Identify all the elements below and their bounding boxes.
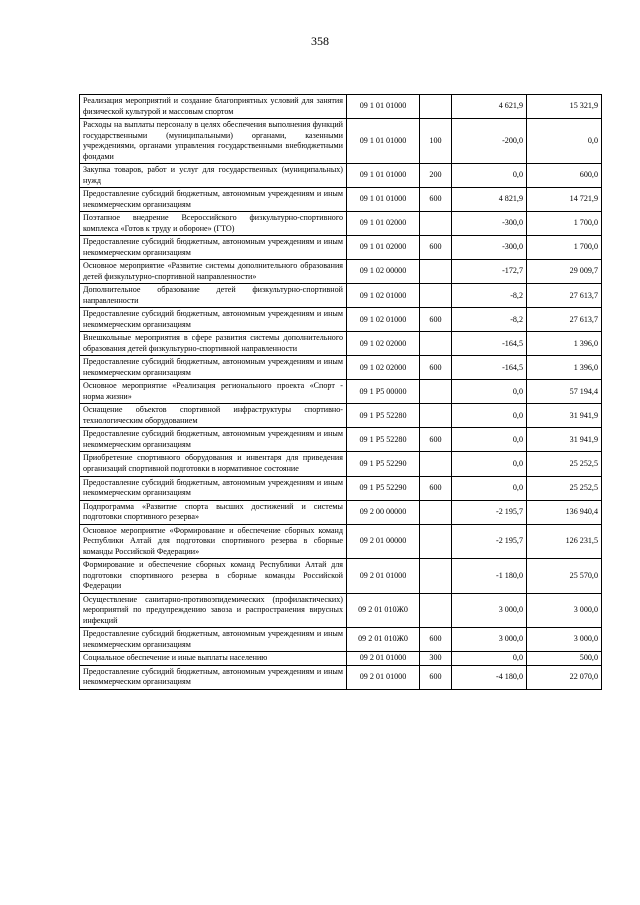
total-amount-cell: 27 613,7	[527, 284, 602, 308]
change-amount-cell: -164,5	[452, 332, 527, 356]
change-amount-cell: 0,0	[452, 164, 527, 188]
change-amount-cell: 0,0	[452, 652, 527, 666]
target-code-cell: 09 2 01 01000	[347, 559, 420, 594]
expense-type-cell: 300	[420, 652, 452, 666]
expense-type-cell: 600	[420, 665, 452, 689]
budget-table	[79, 94, 602, 690]
table-row	[80, 380, 602, 404]
target-code-cell: 09 2 01 01000	[347, 665, 420, 689]
change-amount-cell: 0,0	[452, 404, 527, 428]
expense-type-cell: 600	[420, 308, 452, 332]
table-row	[80, 500, 602, 524]
expense-type-cell	[420, 284, 452, 308]
expense-type-cell: 200	[420, 164, 452, 188]
target-code-cell: 09 1 01 01000	[347, 119, 420, 164]
table-row	[80, 404, 602, 428]
expense-name-cell: Предоставление субсидий бюджетным, автономным учреждениям и иным некоммерческим организациям	[80, 665, 347, 689]
expense-name-cell: Основное мероприятие «Развитие системы дополнительного образования детей физкультурно-спортивной направленности»	[80, 260, 347, 284]
change-amount-cell: -8,2	[452, 308, 527, 332]
change-amount-cell: -8,2	[452, 284, 527, 308]
expense-type-cell	[420, 260, 452, 284]
table-row	[80, 332, 602, 356]
table-row	[80, 452, 602, 476]
table-row	[80, 356, 602, 380]
table-row	[80, 95, 602, 119]
expense-name-cell: Предоставление субсидий бюджетным, автономным учреждениям и иным некоммерческим организациям	[80, 628, 347, 652]
total-amount-cell: 126 231,5	[527, 524, 602, 559]
table-row	[80, 308, 602, 332]
change-amount-cell: 0,0	[452, 428, 527, 452]
expense-type-cell	[420, 404, 452, 428]
total-amount-cell: 1 700,0	[527, 236, 602, 260]
total-amount-cell: 500,0	[527, 652, 602, 666]
expense-type-cell	[420, 380, 452, 404]
target-code-cell: 09 1 02 02000	[347, 332, 420, 356]
change-amount-cell: 3 000,0	[452, 628, 527, 652]
target-code-cell: 09 1 01 01000	[347, 164, 420, 188]
budget-table-body	[80, 95, 602, 690]
expense-name-cell: Приобретение спортивного оборудования и инвентаря для приведения организаций спортивной подготовки в нормативное состояние	[80, 452, 347, 476]
table-row	[80, 593, 602, 628]
expense-name-cell: Внешкольные мероприятия в сфере развития системы дополнительного образования детей физкультурно-спортивной направленности	[80, 332, 347, 356]
table-row	[80, 476, 602, 500]
table-row	[80, 628, 602, 652]
change-amount-cell: 4 821,9	[452, 188, 527, 212]
change-amount-cell: -4 180,0	[452, 665, 527, 689]
total-amount-cell: 3 000,0	[527, 628, 602, 652]
target-code-cell: 09 2 01 01000	[347, 652, 420, 666]
table-row	[80, 284, 602, 308]
expense-name-cell: Подпрограмма «Развитие спорта высших достижений и системы подготовки спортивного резерва»	[80, 500, 347, 524]
target-code-cell: 09 2 01 010Ж0	[347, 593, 420, 628]
expense-type-cell: 600	[420, 188, 452, 212]
expense-name-cell: Предоставление субсидий бюджетным, автономным учреждениям и иным некоммерческим организациям	[80, 236, 347, 260]
expense-type-cell: 600	[420, 428, 452, 452]
target-code-cell: 09 1 01 01000	[347, 95, 420, 119]
total-amount-cell: 600,0	[527, 164, 602, 188]
expense-type-cell	[420, 212, 452, 236]
change-amount-cell: -2 195,7	[452, 500, 527, 524]
target-code-cell: 09 1 P5 00000	[347, 380, 420, 404]
target-code-cell: 09 2 01 010Ж0	[347, 628, 420, 652]
target-code-cell: 09 2 01 00000	[347, 524, 420, 559]
total-amount-cell: 15 321,9	[527, 95, 602, 119]
table-row	[80, 164, 602, 188]
expense-type-cell: 600	[420, 628, 452, 652]
expense-type-cell: 600	[420, 476, 452, 500]
expense-name-cell: Основное мероприятие «Реализация регионального проекта «Спорт - норма жизни»	[80, 380, 347, 404]
target-code-cell: 09 1 01 02000	[347, 212, 420, 236]
expense-type-cell: 100	[420, 119, 452, 164]
change-amount-cell: -300,0	[452, 212, 527, 236]
table-row	[80, 188, 602, 212]
expense-name-cell: Осуществление санитарно-противоэпидемических (профилактических) мероприятий по предупреждению завоза и распространения вирусных инфекций	[80, 593, 347, 628]
change-amount-cell: 4 621,9	[452, 95, 527, 119]
expense-type-cell	[420, 524, 452, 559]
change-amount-cell: 0,0	[452, 452, 527, 476]
expense-name-cell: Реализация мероприятий и создание благоприятных условий для занятия физической культурой и массовым спортом	[80, 95, 347, 119]
target-code-cell: 09 1 P5 52280	[347, 404, 420, 428]
target-code-cell: 09 1 02 02000	[347, 356, 420, 380]
total-amount-cell: 14 721,9	[527, 188, 602, 212]
change-amount-cell: -2 195,7	[452, 524, 527, 559]
expense-name-cell: Предоставление субсидий бюджетным, автономным учреждениям и иным некоммерческим организациям	[80, 428, 347, 452]
target-code-cell: 09 1 P5 52290	[347, 476, 420, 500]
total-amount-cell: 1 700,0	[527, 212, 602, 236]
change-amount-cell: 0,0	[452, 380, 527, 404]
expense-type-cell	[420, 593, 452, 628]
expense-name-cell: Предоставление субсидий бюджетным, автономным учреждениям и иным некоммерческим организациям	[80, 188, 347, 212]
expense-name-cell: Дополнительное образование детей физкультурно-спортивной направленности	[80, 284, 347, 308]
table-row	[80, 652, 602, 666]
change-amount-cell: -1 180,0	[452, 559, 527, 594]
expense-type-cell: 600	[420, 236, 452, 260]
expense-name-cell: Социальное обеспечение и иные выплаты населению	[80, 652, 347, 666]
expense-type-cell	[420, 559, 452, 594]
change-amount-cell: 3 000,0	[452, 593, 527, 628]
table-row	[80, 260, 602, 284]
total-amount-cell: 27 613,7	[527, 308, 602, 332]
expense-type-cell	[420, 500, 452, 524]
total-amount-cell: 1 396,0	[527, 356, 602, 380]
expense-type-cell	[420, 452, 452, 476]
target-code-cell: 09 1 02 00000	[347, 260, 420, 284]
target-code-cell: 09 1 02 01000	[347, 308, 420, 332]
total-amount-cell: 29 009,7	[527, 260, 602, 284]
total-amount-cell: 136 940,4	[527, 500, 602, 524]
expense-type-cell	[420, 95, 452, 119]
table-row	[80, 665, 602, 689]
target-code-cell: 09 2 00 00000	[347, 500, 420, 524]
total-amount-cell: 57 194,4	[527, 380, 602, 404]
target-code-cell: 09 1 P5 52290	[347, 452, 420, 476]
table-row	[80, 212, 602, 236]
expense-name-cell: Основное мероприятие «Формирование и обеспечение сборных команд Республики Алтай для подготовки спортивного резерва в сборные команды Российской Федерации»	[80, 524, 347, 559]
total-amount-cell: 25 570,0	[527, 559, 602, 594]
total-amount-cell: 25 252,5	[527, 476, 602, 500]
table-row	[80, 524, 602, 559]
total-amount-cell: 3 000,0	[527, 593, 602, 628]
total-amount-cell: 25 252,5	[527, 452, 602, 476]
expense-name-cell: Закупка товаров, работ и услуг для государственных (муниципальных) нужд	[80, 164, 347, 188]
change-amount-cell: -164,5	[452, 356, 527, 380]
total-amount-cell: 0,0	[527, 119, 602, 164]
expense-name-cell: Предоставление субсидий бюджетным, автономным учреждениям и иным некоммерческим организациям	[80, 308, 347, 332]
expense-name-cell: Оснащение объектов спортивной инфраструктуры спортивно-технологическим оборудованием	[80, 404, 347, 428]
target-code-cell: 09 1 02 01000	[347, 284, 420, 308]
total-amount-cell: 31 941,9	[527, 404, 602, 428]
expense-name-cell: Поэтапное внедрение Всероссийского физкультурно-спортивного комплекса «Готов к труду и обороне» (ГТО)	[80, 212, 347, 236]
table-row	[80, 119, 602, 164]
expense-name-cell: Расходы на выплаты персоналу в целях обеспечения выполнения функций государственными (муниципальными) органами, казенными учреждениями, органами управления государственными внебюджетными фондами	[80, 119, 347, 164]
change-amount-cell: -172,7	[452, 260, 527, 284]
target-code-cell: 09 1 P5 52280	[347, 428, 420, 452]
target-code-cell: 09 1 01 02000	[347, 236, 420, 260]
expense-name-cell: Предоставление субсидий бюджетным, автономным учреждениям и иным некоммерческим организациям	[80, 356, 347, 380]
page-number: 358	[311, 34, 329, 48]
change-amount-cell: -200,0	[452, 119, 527, 164]
target-code-cell: 09 1 01 01000	[347, 188, 420, 212]
change-amount-cell: 0,0	[452, 476, 527, 500]
total-amount-cell: 22 070,0	[527, 665, 602, 689]
expense-type-cell: 600	[420, 356, 452, 380]
expense-type-cell	[420, 332, 452, 356]
expense-name-cell: Предоставление субсидий бюджетным, автономным учреждениям и иным некоммерческим организациям	[80, 476, 347, 500]
table-row	[80, 559, 602, 594]
table-row	[80, 236, 602, 260]
table-row	[80, 428, 602, 452]
total-amount-cell: 1 396,0	[527, 332, 602, 356]
expense-name-cell: Формирование и обеспечение сборных команд Республики Алтай для подготовки спортивного резерва в сборные команды Российской Федерации	[80, 559, 347, 594]
change-amount-cell: -300,0	[452, 236, 527, 260]
total-amount-cell: 31 941,9	[527, 428, 602, 452]
